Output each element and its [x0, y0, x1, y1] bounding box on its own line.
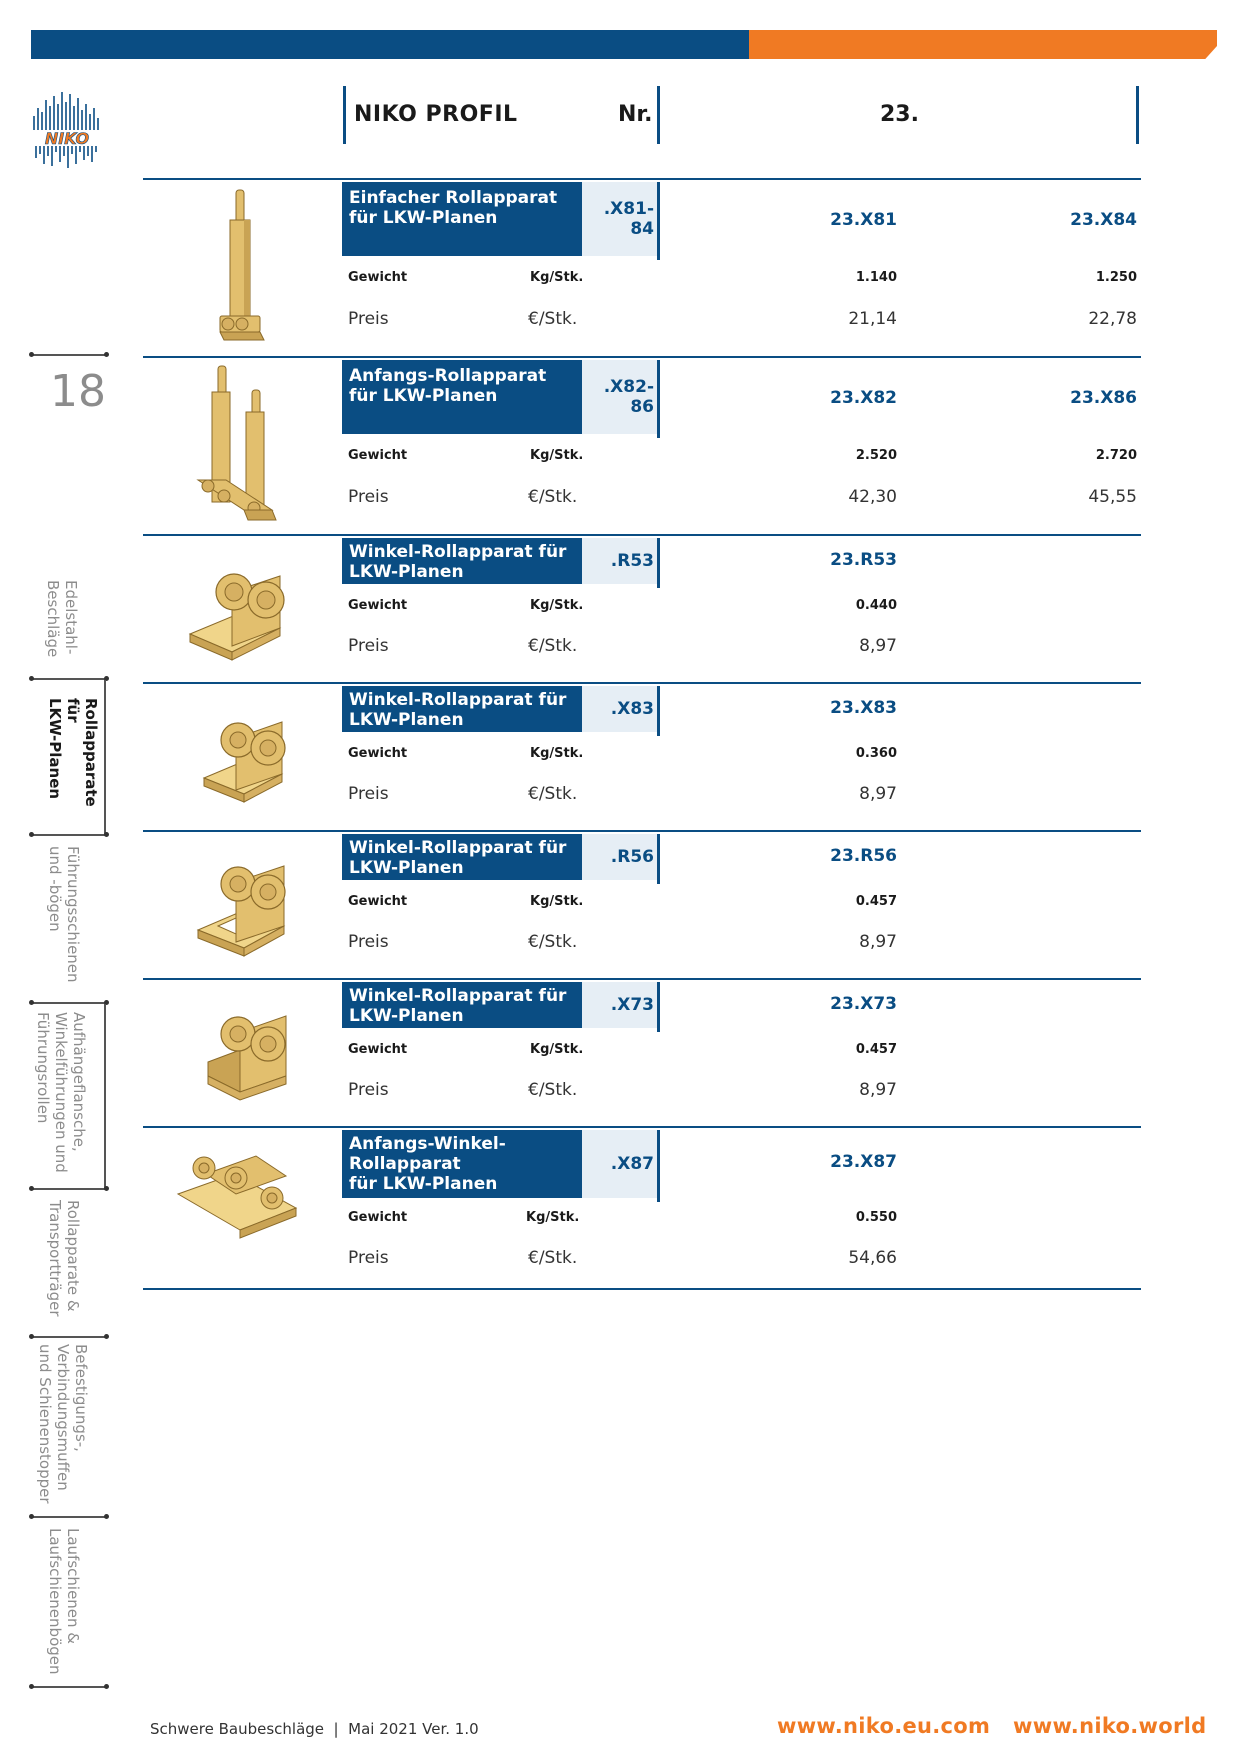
row-separator — [143, 682, 1141, 684]
nav-tick — [31, 1516, 107, 1518]
weight-label: Gewicht — [348, 746, 408, 761]
nav-tick — [31, 1686, 107, 1688]
weight-unit: Kg/Stk. — [530, 1042, 584, 1057]
row-separator — [143, 1126, 1141, 1128]
product-title: Einfacher Rollapparat für LKW-Planen — [342, 182, 582, 256]
nav-tick — [31, 1188, 107, 1190]
weight-label: Gewicht — [348, 598, 408, 613]
nav-item-befestigungs[interactable]: Befestigungs-, Verbindungsmuffen und Schienenstopper — [36, 1344, 90, 1504]
price-label: Preis — [348, 636, 389, 656]
price-unit: €/Stk. — [528, 784, 578, 804]
weight-unit: Kg/Stk. — [530, 270, 584, 285]
header-article-prefix: 23. — [880, 102, 919, 127]
weight-value: 2.520 — [855, 448, 897, 463]
product-code: .X82-86 — [582, 360, 658, 434]
long-angle-roller-icon — [176, 1148, 302, 1248]
table-bottom-rule — [143, 1288, 1141, 1290]
product-code: .X81-84 — [582, 182, 658, 256]
product-code: .R53 — [582, 538, 658, 584]
weight-label: Gewicht — [348, 894, 408, 909]
nav-tick — [31, 834, 107, 836]
header-bar-blue — [31, 30, 749, 59]
weight-value: 1.250 — [1095, 270, 1137, 285]
nav-rule — [104, 1004, 106, 1188]
price-label: Preis — [348, 309, 389, 329]
price-unit: €/Stk. — [528, 636, 578, 656]
code-rule — [657, 1130, 660, 1202]
nav-tick — [31, 678, 107, 680]
angle-roller-slotted-icon — [196, 848, 300, 962]
nav-item-edelstahl[interactable]: Edelstahl- Beschläge — [44, 580, 80, 658]
code-rule — [657, 982, 660, 1032]
weight-unit: Kg/Stk. — [526, 1210, 580, 1225]
article-number: 23.X84 — [1070, 210, 1137, 230]
price-value: 54,66 — [848, 1248, 897, 1268]
price-unit: €/Stk. — [528, 309, 578, 329]
price-value: 8,97 — [859, 784, 897, 804]
price-value: 8,97 — [859, 1080, 897, 1100]
single-roller-bracket-icon — [210, 188, 270, 354]
header-brand: NIKO PROFIL — [354, 102, 518, 127]
row-separator — [143, 830, 1141, 832]
code-rule — [657, 360, 660, 438]
article-number: 23.X87 — [830, 1152, 897, 1172]
nav-tick — [31, 354, 107, 356]
article-number: 23.R56 — [830, 846, 897, 866]
weight-unit: Kg/Stk. — [530, 746, 584, 761]
niko-logo — [28, 86, 116, 170]
weight-value: 0.457 — [855, 1042, 897, 1057]
nav-item-rollapparate-lkw[interactable]: Rollapparate für LKW-Planen — [46, 698, 100, 807]
product-title: Winkel-Rollapparat für LKW-Planen — [342, 834, 582, 880]
product-title: Anfangs-Rollapparat für LKW-Planen — [342, 360, 582, 434]
price-unit: €/Stk. — [528, 487, 578, 507]
product-code: .X73 — [582, 982, 658, 1028]
weight-value: 0.457 — [855, 894, 897, 909]
price-value: 8,97 — [859, 932, 897, 952]
product-code: .X87 — [582, 1130, 658, 1198]
weight-unit: Kg/Stk. — [530, 448, 584, 463]
header-rule-right — [1136, 86, 1139, 144]
nav-item-fuehrungsschienen[interactable]: Führungsschienen und -bögen — [46, 846, 82, 983]
weight-value: 0.440 — [855, 598, 897, 613]
double-roller-bracket-icon — [196, 362, 286, 532]
niko-logo-icon — [28, 86, 116, 170]
angle-roller-icon — [206, 1000, 298, 1104]
weight-value: 2.720 — [1095, 448, 1137, 463]
article-number: 23.X81 — [830, 210, 897, 230]
product-title: Winkel-Rollapparat für LKW-Planen — [342, 686, 582, 732]
price-unit: €/Stk. — [528, 1248, 578, 1268]
weight-label: Gewicht — [348, 1042, 408, 1057]
weight-label: Gewicht — [348, 270, 408, 285]
price-label: Preis — [348, 932, 389, 952]
price-label: Preis — [348, 1080, 389, 1100]
header-rule-mid — [657, 86, 660, 144]
code-rule — [657, 834, 660, 884]
price-value: 22,78 — [1088, 309, 1137, 329]
nav-item-laufschienen[interactable]: Laufschienen & Laufschienenbögen — [46, 1528, 82, 1675]
footer-document-info: Schwere Baubeschläge | Mai 2021 Ver. 1.0 — [150, 1720, 479, 1738]
weight-label: Gewicht — [348, 448, 408, 463]
code-rule — [657, 182, 660, 260]
price-value: 8,97 — [859, 636, 897, 656]
price-value: 42,30 — [848, 487, 897, 507]
header-nr-label: Nr. — [618, 102, 653, 127]
code-rule — [657, 686, 660, 736]
price-value: 21,14 — [848, 309, 897, 329]
footer-website-links[interactable]: www.niko.eu.com www.niko.world — [777, 1714, 1207, 1738]
weight-value: 1.140 — [855, 270, 897, 285]
article-number: 23.R53 — [830, 550, 897, 570]
nav-item-transporttraeger[interactable]: Rollapparate & Transportträger — [46, 1200, 82, 1317]
price-value: 45,55 — [1088, 487, 1137, 507]
article-number: 23.X73 — [830, 994, 897, 1014]
nav-tick — [31, 1336, 107, 1338]
product-title: Winkel-Rollapparat für LKW-Planen — [342, 982, 582, 1028]
row-separator — [143, 534, 1141, 536]
price-unit: €/Stk. — [528, 932, 578, 952]
product-title: Winkel-Rollapparat für LKW-Planen — [342, 538, 582, 584]
weight-label: Gewicht — [348, 1210, 408, 1225]
price-label: Preis — [348, 1248, 389, 1268]
header-rule-left — [343, 86, 346, 144]
price-unit: €/Stk. — [528, 1080, 578, 1100]
weight-unit: Kg/Stk. — [530, 894, 584, 909]
nav-active-rule — [104, 680, 106, 834]
product-code: .X83 — [582, 686, 658, 732]
article-number: 23.X82 — [830, 388, 897, 408]
angle-roller-icon — [188, 556, 298, 666]
row-separator — [143, 178, 1141, 180]
article-number: 23.X83 — [830, 698, 897, 718]
code-rule — [657, 538, 660, 588]
product-code: .R56 — [582, 834, 658, 880]
product-title: Anfangs-Winkel- Rollapparat für LKW-Planen — [342, 1130, 582, 1198]
row-separator — [143, 978, 1141, 980]
nav-item-aufhaengeflansche[interactable]: Aufhängeflansche, Winkelführungen und Führungsrollen — [34, 1012, 88, 1173]
angle-roller-icon — [202, 704, 298, 810]
price-label: Preis — [348, 784, 389, 804]
logo-text: NIKO — [44, 129, 90, 148]
weight-value: 0.360 — [855, 746, 897, 761]
row-separator — [143, 356, 1141, 358]
header-bar-orange — [749, 30, 1217, 59]
article-number: 23.X86 — [1070, 388, 1137, 408]
weight-value: 0.550 — [855, 1210, 897, 1225]
price-label: Preis — [348, 487, 389, 507]
nav-tick — [31, 1002, 107, 1004]
weight-unit: Kg/Stk. — [530, 598, 584, 613]
page-number: 18 — [50, 366, 106, 417]
